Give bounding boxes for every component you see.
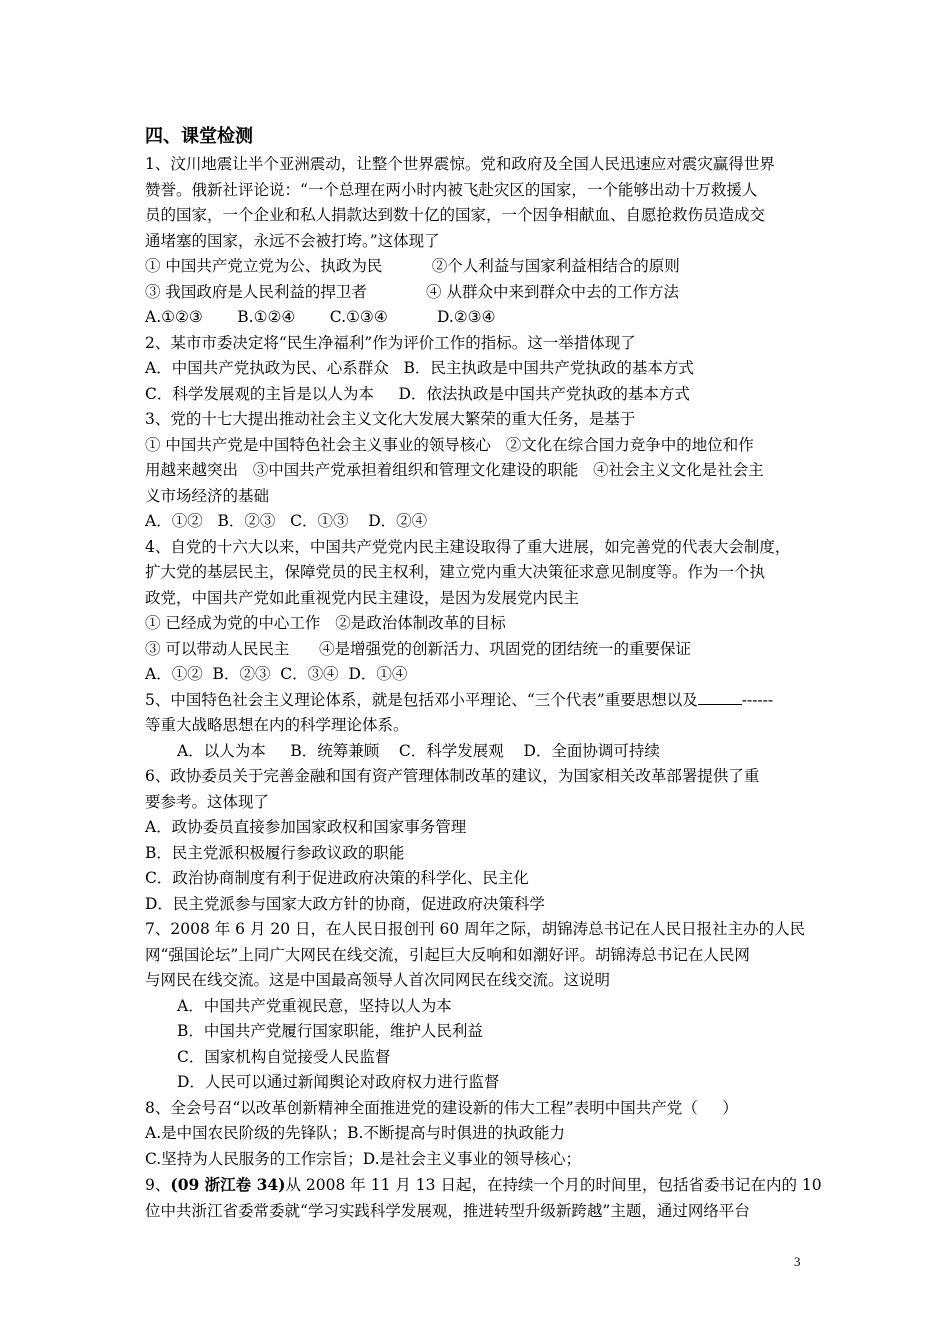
statement-options-line: 义市场经济的基础: [145, 486, 270, 505]
question-9: [145, 1172, 822, 1224]
statement-options-line: ③ 我国政府是人民利益的捍卫者 ④ 从群众中来到群众中去的工作方法: [145, 282, 679, 301]
fill-in-blank: [698, 690, 742, 705]
question-7: [145, 917, 815, 1096]
question-text-line: [145, 688, 815, 714]
question-text: 5、中国特色社会主义理论体系，就是包括邓小平理论、“三个代表”重要思想以及: [145, 690, 698, 709]
question-text-line: 6、政协委员关于完善金融和国有资产管理体制改革的建议，为国家相关改革部署提供了重: [145, 767, 760, 785]
answer-choice: B．中国共产党履行国家职能，维护人民利益: [177, 1022, 483, 1040]
answer-choices: C．科学发展观的主旨是以人为本 D．依法执政是中国共产党执政的基本方式: [145, 384, 690, 403]
question-text-line: 员的国家，一个企业和私人捐款达到数十亿的国家，一个因争相献血、自愿抢救伤员造成交: [145, 206, 766, 224]
question-text-line: 1、汶川地震让半个亚洲震动，让整个世界震惊。党和政府及全国人民迅速应对震灾赢得世界: [145, 155, 775, 173]
statement-options-line: ③ 可以带动人民民主 ④是增强党的创新活力、巩固党的团结统一的重要保证: [145, 639, 691, 658]
statement-options-line: 用越来越突出 ③中国共产党承担着组织和管理文化建设的职能 ④社会主义文化是社会主: [145, 461, 764, 479]
answer-choice: A．中国共产党重视民意，坚持以人为本: [177, 996, 452, 1015]
answer-choices: A．①② B．②③ C．③④ D．①④: [145, 665, 408, 683]
question-text-line: 扩大党的基层民主，保障党员的民主权利，建立党内重大决策征求意见制度等。作为一个执: [145, 563, 766, 581]
answer-choice: C．国家机构自觉接受人民监督: [177, 1047, 391, 1066]
question-2: [145, 331, 815, 408]
page-number: 3: [794, 1254, 801, 1269]
answer-choices: C.坚持为人民服务的工作宗旨；D.是社会主义事业的领导核心；: [145, 1149, 582, 1168]
question-1: [145, 152, 815, 331]
question-text-line: 网“强国论坛”上同广大网民在线交流，引起巨大反响和如潮好评。胡锦涛总书记在人民网: [145, 945, 750, 964]
answer-choices: A.是中国农民阶级的先锋队；B.不断提高与时俱进的执政能力: [145, 1124, 565, 1142]
answer-choice: D．民主党派参与国家大政方针的协商，促进政府决策科学: [145, 894, 545, 913]
question-3: [145, 407, 815, 535]
question-text-line: 通堵塞的国家，永远不会被打垮。”这体现了: [145, 231, 440, 250]
question-text-line: 7、2008 年 6 月 20 日，在人民日报创刊 60 周年之际，胡锦涛总书记在人民日报社主办的人民: [145, 920, 806, 938]
question-5: [145, 688, 815, 765]
statement-options-line: ① 已经成为党的中心工作 ②是政治体制改革的目标: [145, 614, 506, 632]
question-source: (09 浙江卷 34): [170, 1175, 286, 1194]
question-text-line: 政党，中国共产党如此重视党内民主建设，是因为发展党内民主: [145, 588, 580, 607]
question-text-line: 8、全会号召“以改革创新精神全面推进党的建设新的伟大工程”表明中国共产党（ ）: [145, 1098, 738, 1117]
question-8: [145, 1096, 815, 1173]
question-6: [145, 764, 815, 917]
answer-choices: A.①②③ B.①②④ C.①③④ D.②③④: [145, 308, 496, 326]
document-body: [145, 123, 822, 1224]
answer-choices: A．中国共产党执政为民、心系群众 B．民主执政是中国共产党执政的基本方式: [145, 359, 694, 377]
statement-options-line: ① 中国共产党是中国特色社会主义事业的领导核心 ②文化在综合国力竞争中的地位和作: [145, 435, 754, 454]
question-text-line: 赞誉。俄新社评论说：“一个总理在两小时内被飞赴灾区的国家，一个能够出动十万救援人: [145, 180, 758, 199]
answer-choice: B．民主党派积极履行参政议政的职能: [145, 843, 405, 862]
question-text: 从 2008 年 11 月 13 日起，在持续一个月的时间里，包括省委书记在内的 10: [285, 1176, 822, 1194]
question-number: 9、: [145, 1176, 171, 1194]
statement-options-line: ① 中国共产党立党为公、执政为民 ②个人利益与国家利益相结合的原则: [145, 257, 680, 275]
question-text-line: 与网民在线交流。这是中国最高领导人首次同网民在线交流。这说明: [145, 971, 611, 989]
answer-choices: A．①② B．②③ C．①③ D．②④: [145, 512, 428, 530]
question-text-line: 3、党的十七大提出推动社会主义文化大发展大繁荣的重大任务，是基于: [145, 410, 636, 428]
answer-choices: A．以人为本 B．统筹兼顾 C．科学发展观 D．全面协调可持续: [177, 741, 660, 760]
question-text-line: 4、自党的十六大以来，中国共产党党内民主建设取得了重大进展，如完善党的代表大会制度，: [145, 537, 791, 556]
question-text-line: [145, 1172, 822, 1199]
question-text-line: 位中共浙江省委常委就“学习实践科学发展观，推进转型升级新跨越”主题，通过网络平台: [145, 1201, 750, 1220]
blank-dashes: ------: [741, 690, 774, 709]
question-text-line: 2、某市市委决定将“民生净福利”作为评价工作的指标。这一举措体现了: [145, 333, 636, 352]
answer-choice: A．政协委员直接参加国家政权和国家事务管理: [145, 818, 467, 836]
question-text-line: 等重大战略思想在内的科学理论体系。: [145, 716, 409, 734]
question-4: [145, 535, 815, 688]
answer-choice: D．人民可以通过新闻舆论对政府权力进行监督: [177, 1073, 500, 1091]
answer-choice: C．政治协商制度有利于促进政府决策的科学化、民主化: [145, 869, 529, 887]
question-text-line: 要参考。这体现了: [145, 792, 270, 811]
section-heading: 四、课堂检测: [145, 126, 253, 147]
